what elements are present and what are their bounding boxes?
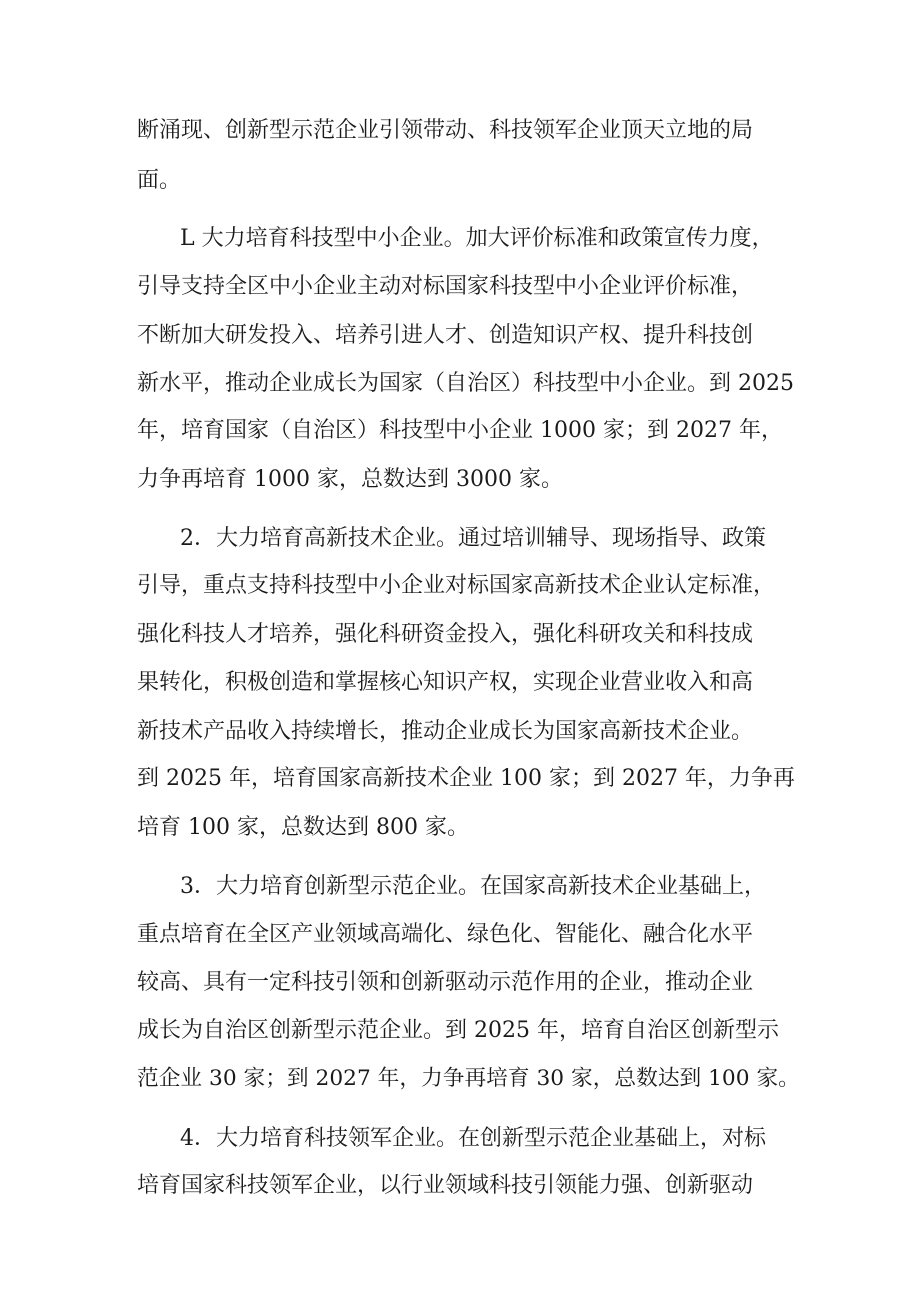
paragraph-line: 新技术产品收入持续增长，推动企业成长为国家高新技术企业。 bbox=[137, 719, 754, 744]
paragraph-line: 到 2025 年，培育国家高新技术企业 100 家；到 2027 年，力争再 bbox=[137, 766, 795, 791]
paragraph-line: 3．大力培育创新型示范企业。在国家高新技术企业基础上， bbox=[180, 874, 766, 899]
paragraph-line: 强化科技人才培养，强化科研资金投入，强化科研攻关和科技成 bbox=[137, 622, 754, 647]
paragraph-line: 2．大力培育高新技术企业。通过培训辅导、现场指导、政策 bbox=[180, 526, 766, 551]
paragraph-line: 引导，重点支持科技型中小企业对标国家高新技术企业认定标准， bbox=[137, 573, 776, 598]
paragraph-line: 培育 100 家，总数达到 800 家。 bbox=[137, 815, 469, 840]
paragraph-line: 引导支持全区中小企业主动对标国家科技型中小企业评价标准， bbox=[137, 274, 754, 299]
paragraph-line: 不断加大研发投入、培养引进人才、创造知识产权、提升科技创 bbox=[137, 323, 754, 348]
paragraph-line: 较高、具有一定科技引领和创新驱动示范作用的企业，推动企业 bbox=[137, 970, 754, 995]
paragraph-line: 成长为自治区创新型示范企业。到 2025 年，培育自治区创新型示 bbox=[137, 1018, 779, 1043]
paragraph-line: 面。 bbox=[137, 168, 182, 193]
paragraph-line: 新水平，推动企业成长为国家（自治区）科技型中小企业。到 2025 bbox=[137, 371, 794, 396]
paragraph-line: L 大力培育科技型中小企业。加大评价标准和政策宣传力度， bbox=[180, 226, 774, 251]
paragraph-line: 重点培育在全区产业领域高端化、绿色化、智能化、融合化水平 bbox=[137, 922, 754, 947]
paragraph-line: 力争再培育 1000 家，总数达到 3000 家。 bbox=[137, 467, 563, 492]
paragraph-line: 果转化，积极创造和掌握核心知识产权，实现企业营业收入和高 bbox=[137, 670, 754, 695]
paragraph-line: 断涌现、创新型示范企业引领带动、科技领军企业顶天立地的局 bbox=[137, 118, 754, 143]
paragraph-line: 4．大力培育科技领军企业。在创新型示范企业基础上，对标 bbox=[180, 1126, 766, 1151]
paragraph-line: 培育国家科技领军企业，以行业领域科技引领能力强、创新驱动 bbox=[137, 1173, 754, 1198]
paragraph-line: 范企业 30 家；到 2027 年，力争再培育 30 家，总数达到 100 家。 bbox=[137, 1066, 800, 1091]
paragraph-line: 年，培育国家（自治区）科技型中小企业 1000 家；到 2027 年， bbox=[137, 418, 783, 443]
